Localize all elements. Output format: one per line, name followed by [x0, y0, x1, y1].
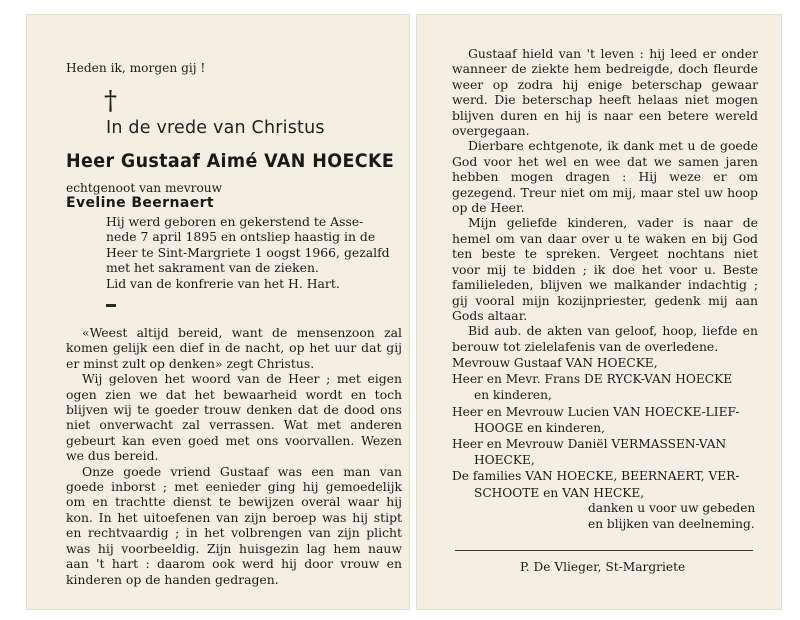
bio-line: Hij werd geboren en gekerstend te Asse-: [106, 214, 364, 229]
paragraph: «Weest altijd bereid, want de mensenzoon zal komen gelijk een dief in de nacht, op het uur dat gij er minst zult op denken» zegt Christus.: [66, 325, 402, 371]
family-line: De families VAN HOECKE, BEERNAERT, VER-: [452, 469, 740, 484]
spouse-intro: echtgenoot van mevrouw: [66, 181, 223, 195]
deceased-name: Heer Gustaaf Aimé VAN HOECKE: [66, 150, 395, 172]
family-line: Heer en Mevrouw Daniël VERMASSEN-VAN: [452, 437, 727, 452]
bio-line: Lid van de konfrerie van het H. Hart.: [106, 275, 340, 291]
divider-line: [455, 550, 753, 551]
right-text-body: [452, 46, 758, 354]
family-line: Mevrouw Gustaaf VAN HOECKE,: [452, 356, 658, 370]
paragraph: Wij geloven het woord van de Heer ; met eigen ogen zien we dat het bewaarheid wordt en toch blijven wij te goeder trouw denken dat de dood ons niet onverwacht zal verrassen. Wat met anderen gebeurt kan even goed met ons voorvallen. Wezen we dus bereid.: [66, 371, 402, 464]
family-list: [452, 355, 740, 501]
bio-line: nede 7 april 1895 en ontsliep haastig in de: [106, 229, 376, 245]
family-line: Heer en Mevrouw Lucien VAN HOECKE-LIEF-: [452, 404, 740, 419]
thanks-text: [588, 500, 755, 533]
paragraph: Onze goede vriend Gustaaf was een man van goede inborst ; met eenieder ging hij gemoedelijk om en trachtte dienst te bewijzen overal waar hij kon. In het uitoefenen van zijn beroep was hij stipt en rechtvaardig ; in het volbrengen van zijn plicht was hij voorbeeldig. Zijn huisgezin lag hem nauw aan 't hart : daarom ook werd hij door vrouw en kinderen op de handen gedragen.: [66, 463, 402, 587]
thanks-line: en blijken van deelneming.: [588, 517, 755, 532]
in-peace-heading: In de vrede van Christus: [106, 118, 325, 138]
paragraph: Bid aub. de akten van geloof, hoop, liefde en berouw tot zielelafenis van de overledene.: [452, 323, 758, 354]
family-line: HOOGE en kinderen,: [474, 420, 605, 435]
family-line: SCHOOTE en VAN HECKE,: [474, 485, 645, 500]
cross-icon: †: [104, 86, 117, 116]
biography: [106, 214, 402, 291]
motto: Heden ik, morgen gij !: [66, 61, 206, 75]
left-text-body: [66, 325, 402, 587]
paragraph: Gustaaf hield van 't leven : hij leed er onder wanneer de ziekte hem bedreigde, doch fleurde weer op zodra hij enige beterschap gewaar werd. Die beterschap heeft helaas niet mogen blijven duren en hij is naar een betere wereld overgegaan.: [452, 46, 758, 139]
separator-dash: [106, 304, 116, 307]
family-line: HOECKE,: [474, 453, 535, 468]
bio-line: Heer te Sint-Margriete 1 oogst 1966, gezalfd: [106, 244, 390, 260]
printer-credit: P. De Vlieger, St-Margriete: [520, 560, 686, 574]
paragraph: Mijn geliefde kinderen, vader is naar de hemel om van daar over u te waken en bij God ten beste te spreken. Vergeet nochtans niet voor mij te bidden ; ik doe het voor u. Beste familieleden, blijven we malkander indachtig ; gij vooral mijn kozijnpriester, gedenk mij aan Gods altaar.: [452, 215, 758, 323]
bio-line: met het sakrament van de zieken.: [106, 260, 319, 276]
family-line: en kinderen,: [474, 388, 552, 403]
thanks-line: danken u voor uw gebeden: [588, 501, 756, 515]
paragraph: Dierbare echtgenote, ik dank met u de goede God voor het wel en wee dat we samen jaren hebben mogen dragen : Hij weze er om gezegend. Treur niet om mij, maar stel uw hoop op de Heer.: [452, 138, 758, 216]
family-line: Heer en Mevr. Frans DE RYCK-VAN HOECKE: [452, 372, 733, 387]
spouse-name: Eveline Beernaert: [66, 195, 214, 211]
